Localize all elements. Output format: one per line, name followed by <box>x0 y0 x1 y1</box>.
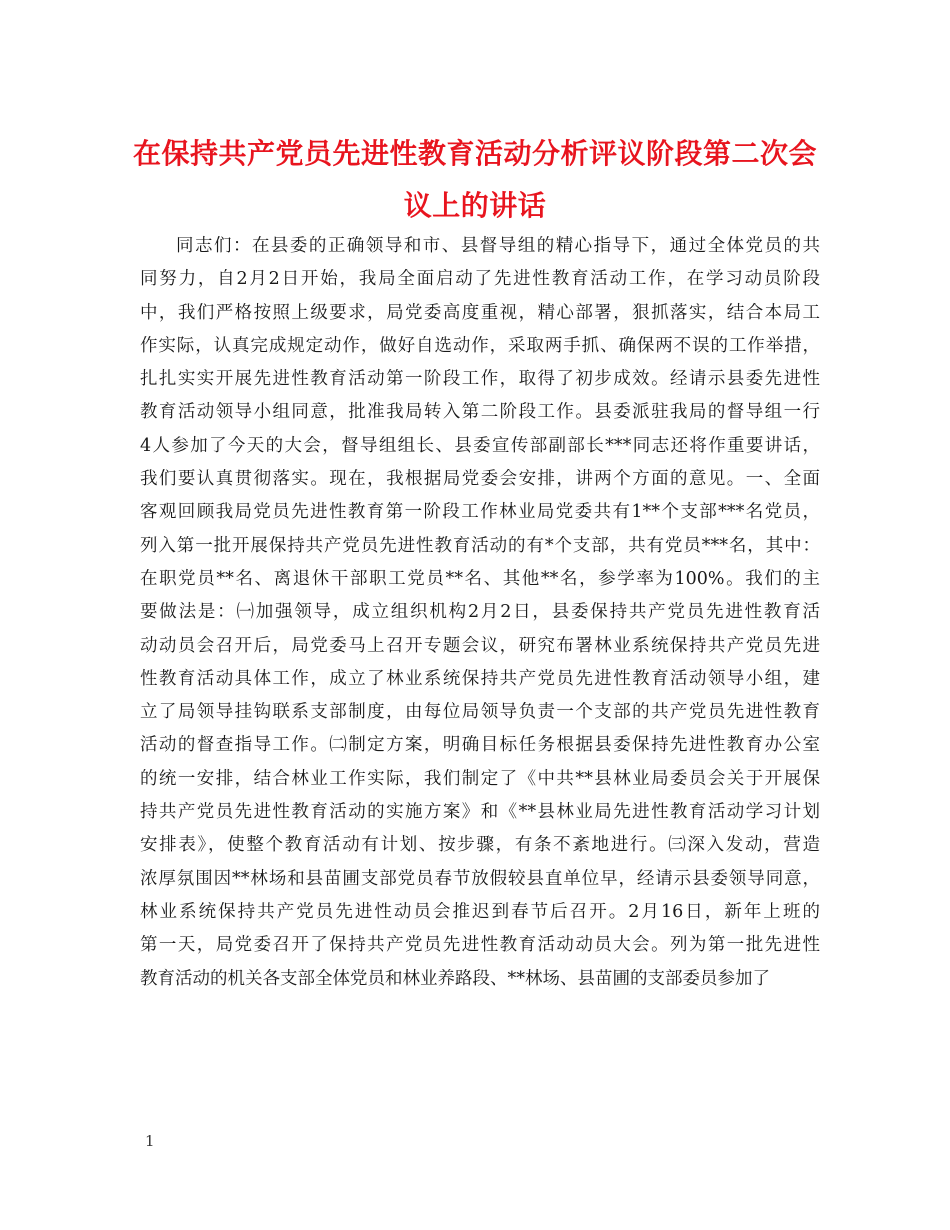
body-line: 持共产党员先进性教育活动的实施方案》和《**县林业局先进性教育活动学习计划 <box>140 802 820 823</box>
body-line: 要做法是：㈠加强领导，成立组织机构2月2日，县委保持共产党员先进性教育活 <box>140 602 820 623</box>
body-line: 我们要认真贯彻落实。现在，我根据局党委会安排，讲两个方面的意见。一、全面 <box>140 469 820 490</box>
body-line: 客观回顾我局党员先进性教育第一阶段工作林业局党委共有1**个支部***名党员， <box>140 502 820 523</box>
body-line: 活动的督查指导工作。㈡制定方案，明确目标任务根据县委保持先进性教育办公室 <box>140 735 820 756</box>
body-line: 性教育活动具体工作，成立了林业系统保持共产党员先进性教育活动领导小组，建 <box>140 668 820 689</box>
body-line: 教育活动领导小组同意，批准我局转入第二阶段工作。县委派驻我局的督导组一行 <box>140 402 820 423</box>
body-line: 林业系统保持共产党员先进性动员会推迟到春节后召开。2月16日，新年上班的 <box>140 901 820 922</box>
body-line: 教育活动的机关各支部全体党员和林业养路段、**林场、县苗圃的支部委员参加了 <box>140 968 770 989</box>
body-line: 第一天，局党委召开了保持共产党员先进性教育活动动员大会。列为第一批先进性 <box>140 935 820 956</box>
body-line: 安排表》，使整个教育活动有计划、按步骤，有条不紊地进行。㈢深入发动，营造 <box>140 835 820 856</box>
body-line: 4人参加了今天的大会，督导组组长、县委宣传部副部长***同志还将作重要讲话， <box>140 435 820 456</box>
body-line: 同志们：在县委的正确领导和市、县督导组的精心指导下，通过全体党员的共 <box>176 236 820 256</box>
document-title <box>120 128 830 232</box>
document-body <box>140 230 820 996</box>
body-line: 中，我们严格按照上级要求，局党委高度重视，精心部署，狠抓落实，结合本局工 <box>140 302 820 323</box>
title-line-2: 议上的讲话 <box>403 189 547 222</box>
body-line: 的统一安排，结合林业工作实际，我们制定了《中共**县林业局委员会关于开展保 <box>140 768 820 789</box>
body-line: 作实际，认真完成规定动作，做好自选动作，采取两手抓、确保两不误的工作举措， <box>140 335 820 356</box>
body-line: 浓厚氛围因**林场和县苗圃支部党员春节放假较县直单位早，经请示县委领导同意， <box>140 868 820 889</box>
body-line: 列入第一批开展保持共产党员先进性教育活动的有*个支部，共有党员***名，其中： <box>140 535 820 556</box>
body-line: 扎扎实实开展先进性教育活动第一阶段工作，取得了初步成效。经请示县委先进性 <box>140 369 820 390</box>
body-line: 动动员会召开后，局党委马上召开专题会议，研究布署林业系统保持共产党员先进 <box>140 635 820 656</box>
body-line: 在职党员**名、离退休干部职工党员**名、其他**名，参学率为100%。我们的主 <box>140 568 820 589</box>
page-number: 1 <box>145 1132 155 1150</box>
title-line-1: 在保持共产党员先进性教育活动分析评议阶段第二次会 <box>132 137 817 170</box>
body-line: 立了局领导挂钩联系支部制度，由每位局领导负责一个支部的共产党员先进性教育 <box>140 702 820 723</box>
body-line: 同努力，自2月2日开始，我局全面启动了先进性教育活动工作，在学习动员阶段 <box>140 269 820 290</box>
